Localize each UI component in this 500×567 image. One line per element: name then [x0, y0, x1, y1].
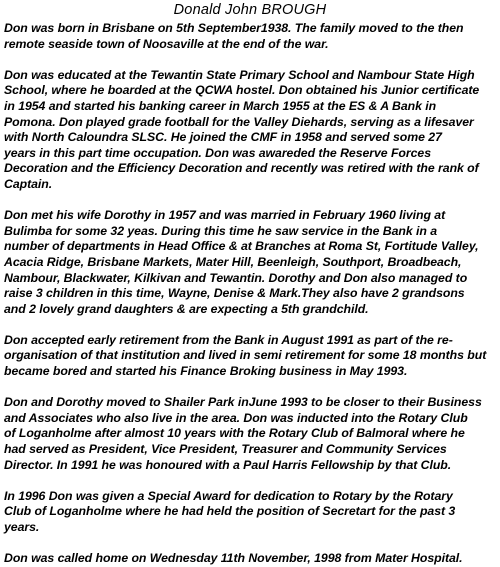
- text-line: and 2 lovely grand daughters & are expecting a 5th grandchild.: [4, 301, 369, 316]
- text-line: and Associates who also live in the area. Don was inducted into the Rotary Club: [4, 410, 468, 425]
- text-line: Don was educated at the Tewantin State Primary School and Nambour State High: [4, 67, 475, 82]
- paragraph-6: [4, 489, 496, 536]
- text-line: had served as President, Vice President, Treasurer and Community Services: [4, 442, 447, 457]
- text-line: Don and Dorothy moved to Shailer Park inJune 1993 to be closer to their Business: [4, 395, 482, 410]
- text-line: number of departments in Head Office & at Branches at Roma St, Fortitude Valley,: [4, 239, 479, 254]
- paragraph-7: [4, 551, 496, 567]
- document-title: Donald John BROUGH: [173, 2, 327, 18]
- text-line: of Loganholme after almost 10 years with the Rotary Club of Balmoral where he: [4, 426, 465, 441]
- paragraph-2: [4, 68, 496, 193]
- text-line: Don met his wife Dorothy in 1957 and was married in February 1960 living at: [4, 208, 446, 223]
- text-line: Don was born in Brisbane on 5th September1938. The family moved to the then: [4, 21, 464, 35]
- text-line: in 1954 and started his banking career in March 1955 at the ES & A Bank in: [4, 98, 437, 113]
- paragraph-3: [4, 208, 496, 317]
- text-line: Don accepted early retirement from the Bank in August 1991 as part of the re-: [4, 332, 453, 347]
- text-line: with North Caloundra SLSC. He joined the CMF in 1958 and served some 27: [4, 130, 442, 145]
- text-line: Director. In 1991 he was honoured with a Paul Harris Fellowship by that Club.: [4, 457, 452, 472]
- text-line: Club of Loganholme where he had held the position of Secretart for the past 3: [4, 504, 456, 519]
- text-line: became bored and started his Finance Broking business in May 1993.: [4, 364, 408, 379]
- text-line: Don was called home on Wednesday 11th November, 1998 from Mater Hospital.: [4, 551, 463, 566]
- text-line: Captain.: [4, 176, 53, 191]
- text-line: raise 3 children in this time, Wayne, Denise & Mark.They also have 2 grandsons: [4, 286, 465, 301]
- text-line: In 1996 Don was given a Special Award for dedication to Rotary by the Rotary: [4, 488, 453, 503]
- text-line: organisation of that institution and lived in semi retirement for some 18 months but: [4, 348, 487, 363]
- text-line: years in this part time occupation. Don was awareded the Reserve Forces: [4, 145, 431, 160]
- text-line: Pomona. Don played grade football for the Valley Diehards, serving as a lifesaver: [4, 114, 474, 129]
- text-line: years.: [4, 520, 40, 534]
- text-line: Nambour, Blackwater, Kilkivan and Tewantin. Dorothy and Don also managed to: [4, 270, 468, 285]
- text-line: Bulimba for some 32 yeas. During this time he saw service in the Bank in a: [4, 223, 437, 238]
- paragraph-4: [4, 333, 496, 380]
- paragraph-1: [4, 21, 496, 52]
- document-body: [4, 21, 496, 567]
- text-line: Acacia Ridge, Brisbane Markets, Mater Hill, Beenleigh, Southport, Broadbeach,: [4, 254, 462, 269]
- text-line: Decoration and the Efficiency Decoration and recently was retired with the rank of: [4, 161, 479, 176]
- text-line: School, where he boarded at the QCWA hostel. Don obtained his Junior certificate: [4, 83, 480, 98]
- paragraph-5: [4, 395, 496, 473]
- text-line: remote seaside town of Noosaville at the end of the war.: [4, 36, 329, 51]
